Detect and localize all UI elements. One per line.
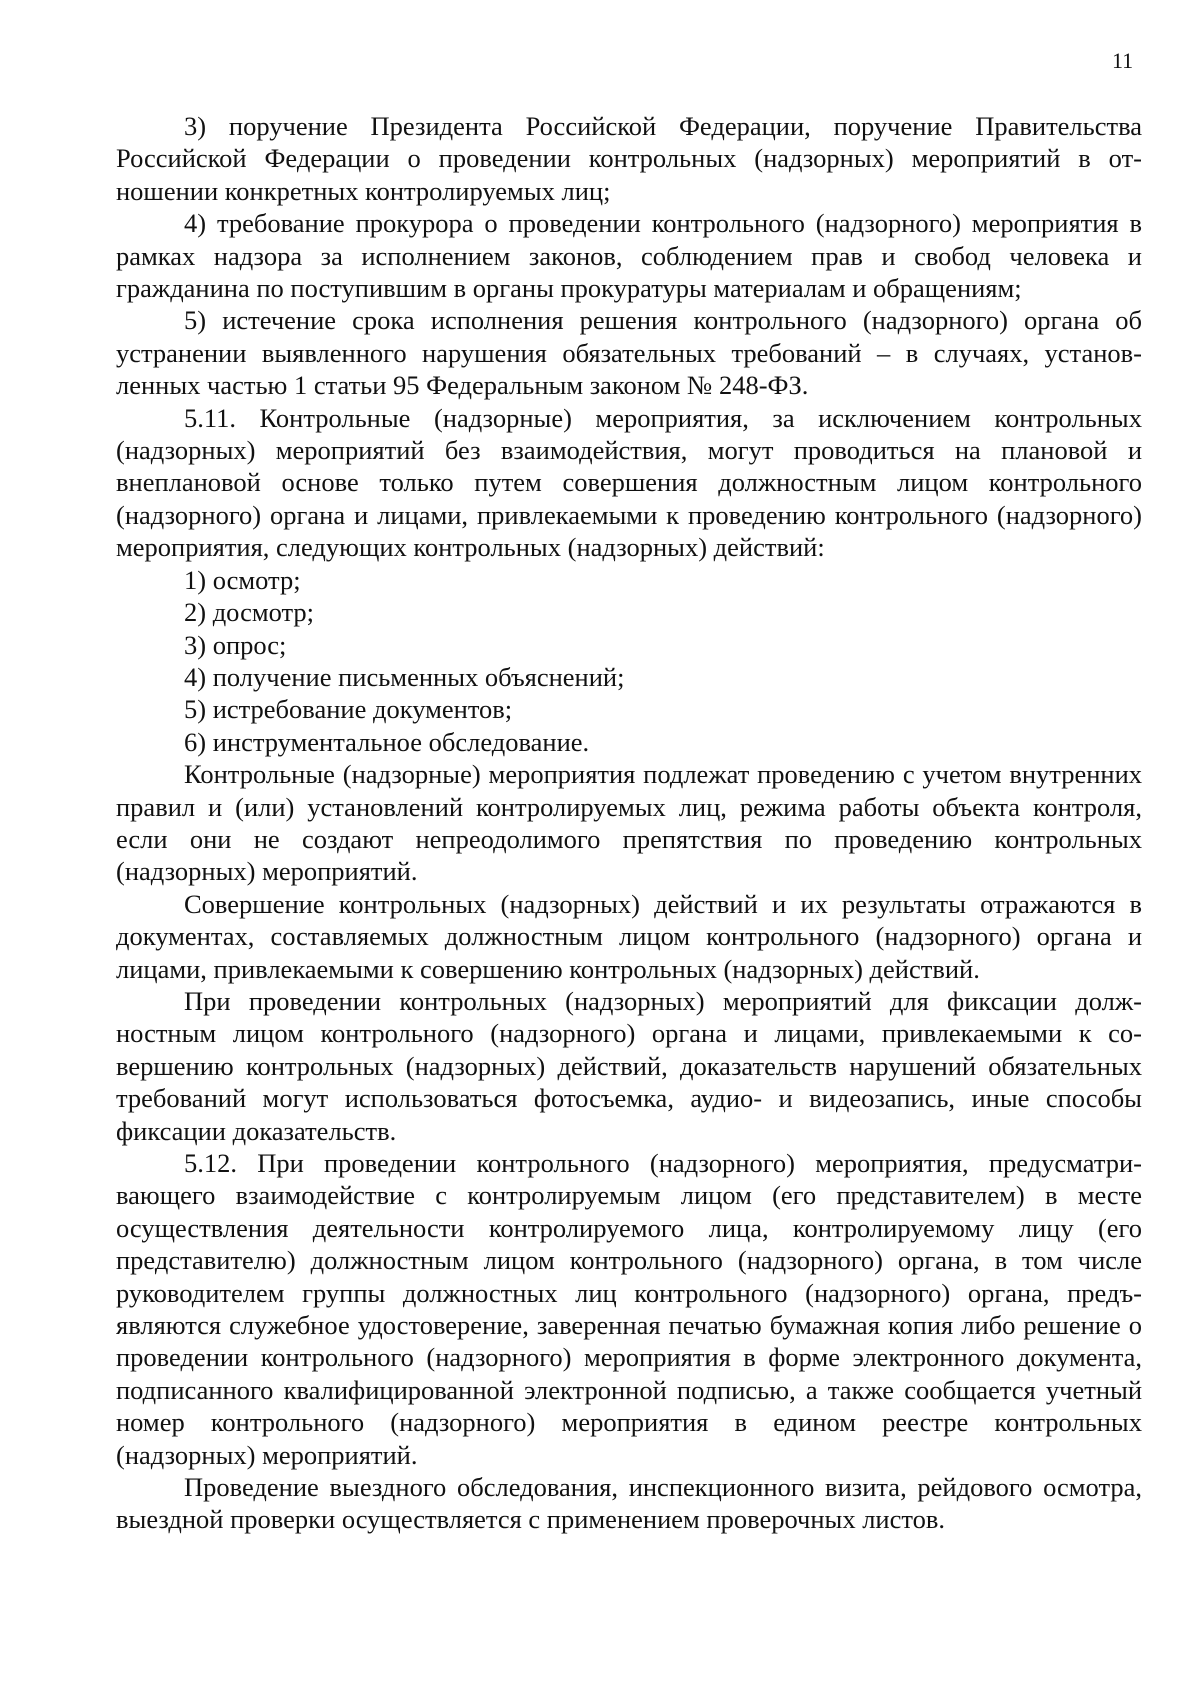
list-item: 1) осмотр; <box>184 564 301 595</box>
paragraph: 5) истечение срока исполнения решения контрольного (надзорного) органа об устранении выявленного нарушения обязательных требований – в случаях, установленных частью 1 статьи 95 Федеральным законом № 248-ФЗ. <box>116 305 1142 401</box>
paragraph: Проведение выездного обследования, инспекционного визита, рейдового осмотра, выездной проверки осуществляется с применением проверочных листов. <box>116 1472 1142 1535</box>
list-item: 6) инструментальное обследование. <box>184 726 590 757</box>
paragraph: Совершение контрольных (надзорных) действий и их результаты отражаются в документах, составляемых должностным лицом контрольного (надзорного) органа и лицами, привлекаемыми к совершению контрольных (надзорных) действий. <box>116 888 1142 984</box>
list-item: 3) опрос; <box>184 629 287 660</box>
paragraph: При проведении контрольных (надзорных) мероприятий для фиксации должностным лицом контрольного (надзорного) органа и лицами, привлекаемыми к совершению контрольных (надзорных) действий, доказательств нарушений обязательных требований могут использоваться фотосъемка, аудио- и видеозапись, иные способы фиксации доказательств. <box>116 985 1142 1146</box>
page-number: 11 <box>1112 48 1134 73</box>
document-body <box>116 110 1142 1536</box>
paragraph: 5.11. Контрольные (надзорные) мероприятия, за исключением контрольных (надзорных) мероприятий без взаимодействия, могут проводиться на плановой и внеплановой основе только путем совершения должностным лицом контрольного (надзорного) органа и лицами, привлекаемыми к проведению контрольного (надзорного) мероприятия, следующих контрольных (надзорных) действий: <box>116 402 1142 563</box>
list-item: 2) досмотр; <box>184 597 315 628</box>
paragraph: 3) поручение Президента Российской Федерации, поручение Правительства Российской Федерации о проведении контрольных (надзорных) мероприятий в отношении конкретных контролируемых лиц; <box>116 111 1142 206</box>
list-item: 4) получение письменных объяснений; <box>184 661 625 692</box>
paragraph: 4) требование прокурора о проведении контрольного (надзорного) мероприятия в рамках надзора за исполнением законов, соблюдением прав и свобод человека и гражданина по поступившим в органы прокуратуры материалам и обращениям; <box>116 208 1142 304</box>
paragraph: Контрольные (надзорные) мероприятия подлежат проведению с учетом внутренних правил и (или) установлений контролируемых лиц, режима работы объекта контроля, если они не создают непреодолимого препятствия по проведению контрольных (надзорных) мероприятий. <box>116 759 1142 887</box>
paragraph: 5.12. При проведении контрольного (надзорного) мероприятия, предусматривающего взаимодействие с контролируемым лицом (его представителем) в месте осуществления деятельности контролируемого лица, контролируемому лицу (его представителю) должностным лицом контрольного (надзорного) органа, в том числе руководителем группы должностных лиц контрольного (надзорного) органа, предъявляются служебное удостоверение, заверенная печатью бумажная копия либо решение о проведении контрольного (надзорного) мероприятия в форме электронного документа, подписанного квалифицированной электронной подписью, а также сообщается учетный номер контрольного (надзорного) мероприятия в едином реестре контрольных (надзорных) мероприятий. <box>116 1148 1142 1470</box>
list-item: 5) истребование документов; <box>184 694 513 725</box>
